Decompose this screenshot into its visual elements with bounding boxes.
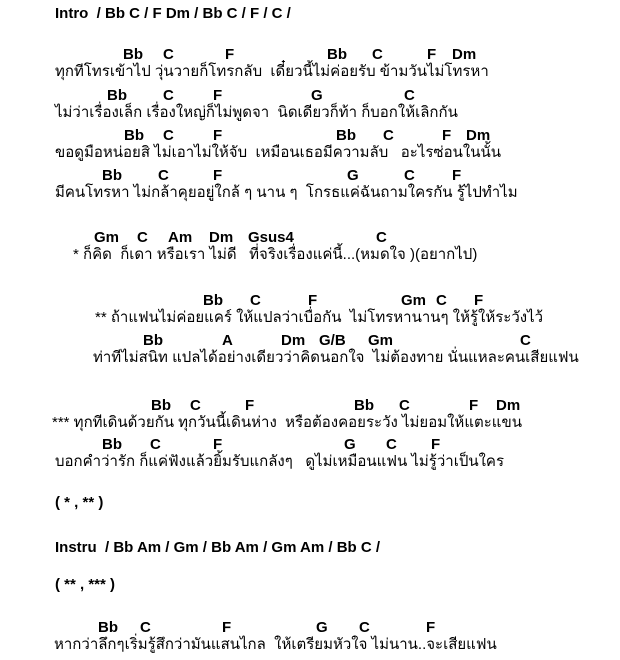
chord-symbol: F — [442, 127, 452, 144]
chord-symbol: C — [250, 292, 261, 309]
chord-symbol: C — [376, 229, 387, 246]
chord-symbol: Bb — [102, 436, 122, 453]
chord-row — [0, 229, 620, 246]
chord-symbol: Gm — [401, 292, 427, 309]
chord-symbol: Gm — [94, 229, 120, 246]
lyric-line: ทุกทีโทรเข้าไป วุ่นวายก็โทรกลับ เดี๋ยวนี้ไม่ค่อยรับ ข้ามวันไม่โทรหา — [55, 63, 489, 80]
chord-symbol: C — [386, 436, 397, 453]
chord-symbol: C — [150, 436, 161, 453]
section-label: Intro / Bb C / F Dm / Bb C / F / C / — [55, 5, 291, 22]
chord-symbol: Bb — [98, 619, 118, 636]
chord-symbol: C — [140, 619, 151, 636]
chord-symbol: F — [452, 167, 462, 184]
chord-symbol: Bb — [102, 167, 122, 184]
chord-symbol: C — [399, 397, 410, 414]
chord-symbol: Gm — [368, 332, 394, 349]
chord-symbol: Bb — [151, 397, 171, 414]
chord-symbol: C — [404, 167, 415, 184]
chord-symbol: G — [311, 87, 323, 104]
chord-symbol: C — [520, 332, 531, 349]
lyric-line: ** ถ้าแฟนไม่ค่อยแคร์ ให้แปลว่าเบื่อกัน ไม่โทรหานานๆ ให้รู้ให้ระวังไว้ — [95, 309, 544, 326]
chord-symbol: C — [436, 292, 447, 309]
chord-symbol: F — [469, 397, 479, 414]
chord-symbol: F — [213, 167, 223, 184]
chord-symbol: Am — [168, 229, 193, 246]
chord-symbol: C — [137, 229, 148, 246]
chord-symbol: G/B — [319, 332, 346, 349]
chord-symbol: Bb — [107, 87, 127, 104]
chord-row — [0, 397, 620, 414]
chord-symbol: F — [213, 127, 223, 144]
chord-symbol: G — [316, 619, 328, 636]
chord-symbol: F — [213, 436, 223, 453]
chord-symbol: F — [308, 292, 318, 309]
chord-row — [0, 619, 620, 636]
section-label: ( ** , *** ) — [55, 576, 116, 593]
chord-symbol: G — [347, 167, 359, 184]
chord-symbol: F — [222, 619, 232, 636]
chord-symbol: F — [213, 87, 223, 104]
chord-symbol: Dm — [281, 332, 306, 349]
chord-symbol: F — [427, 46, 437, 63]
chord-symbol: G — [344, 436, 356, 453]
chord-symbol: F — [474, 292, 484, 309]
chord-row — [0, 292, 620, 309]
chord-symbol: C — [383, 127, 394, 144]
chord-symbol: Dm — [452, 46, 477, 63]
chord-symbol: F — [431, 436, 441, 453]
chord-symbol: F — [225, 46, 235, 63]
chord-symbol: Gsus4 — [248, 229, 294, 246]
chord-row — [0, 436, 620, 453]
chord-symbol: Bb — [123, 46, 143, 63]
lyric-line: บอกคำว่ารัก ก็แค่ฟังแล้วยิ้มรับแกลังๆ ดูไม่เหมือนแฟน ไม่รู้ว่าเป็นใคร — [55, 453, 505, 470]
section-label: ( * , ** ) — [55, 494, 104, 511]
lyric-line: ไม่ว่าเรื่องเล็ก เรื่องใหญ่ก็ไม่พูดจา นิดเดียวก็ท้า ก็บอกให้เลิกกัน — [55, 104, 458, 121]
chord-row — [0, 87, 620, 104]
chord-symbol: Bb — [124, 127, 144, 144]
chord-symbol: Bb — [327, 46, 347, 63]
section-label: Instru / Bb Am / Gm / Bb Am / Gm Am / Bb C / — [55, 539, 381, 556]
chord-symbol: C — [158, 167, 169, 184]
chord-symbol: A — [222, 332, 233, 349]
chord-symbol: Bb — [336, 127, 356, 144]
chord-row — [0, 46, 620, 63]
chord-symbol: C — [163, 127, 174, 144]
lyric-line: * ก็คิด ก็เดา หรือเรา ไม่ดี ที่จริงเรื่องแค่นี้...(หมดใจ )(อยากไป) — [73, 246, 478, 263]
chord-symbol: C — [163, 46, 174, 63]
chord-symbol: C — [404, 87, 415, 104]
lyric-line: ขอดูมือหน่อยสิ ไม่เอาไม่ให้จับ เหมือนเธอมีความลับ อะไรซ่อนในนั้น — [55, 144, 501, 161]
chord-row — [0, 332, 620, 349]
chord-symbol: F — [426, 619, 436, 636]
chord-row — [0, 127, 620, 144]
chord-symbol: Bb — [143, 332, 163, 349]
chord-symbol: C — [190, 397, 201, 414]
chord-symbol: Dm — [496, 397, 521, 414]
lyric-line: ท่าทีไม่สนิท แปลได้อย่างเดียวว่าคิดนอกใจ ไม่ต้องทาย นั่นแหละคนเสียแฟน — [93, 349, 579, 366]
chord-row — [0, 167, 620, 184]
chord-symbol: C — [372, 46, 383, 63]
lyric-line: มีคนโทรหา ไม่กล้าคุยอยู่ใกล้ ๆ นาน ๆ โกรธแค่ฉันถามใครกัน รู้ไปทำไม — [55, 184, 518, 201]
chord-symbol: F — [245, 397, 255, 414]
chord-symbol: Dm — [209, 229, 234, 246]
chord-symbol: Bb — [354, 397, 374, 414]
chord-symbol: Dm — [466, 127, 491, 144]
chord-symbol: C — [163, 87, 174, 104]
lyric-line: *** ทุกทีเดินด้วยกัน ทุกวันนี้เดินห่าง หรือต้องคอยระวัง ไม่ยอมให้แตะแขน — [52, 414, 522, 431]
chord-symbol: Bb — [203, 292, 223, 309]
chord-symbol: C — [359, 619, 370, 636]
lyric-line: หากว่าลึกๆเริ่มรู้สึกว่ามันแสนไกล ให้เตรียมหัวใจ ไม่นาน..จะเสียแฟน — [54, 636, 497, 653]
